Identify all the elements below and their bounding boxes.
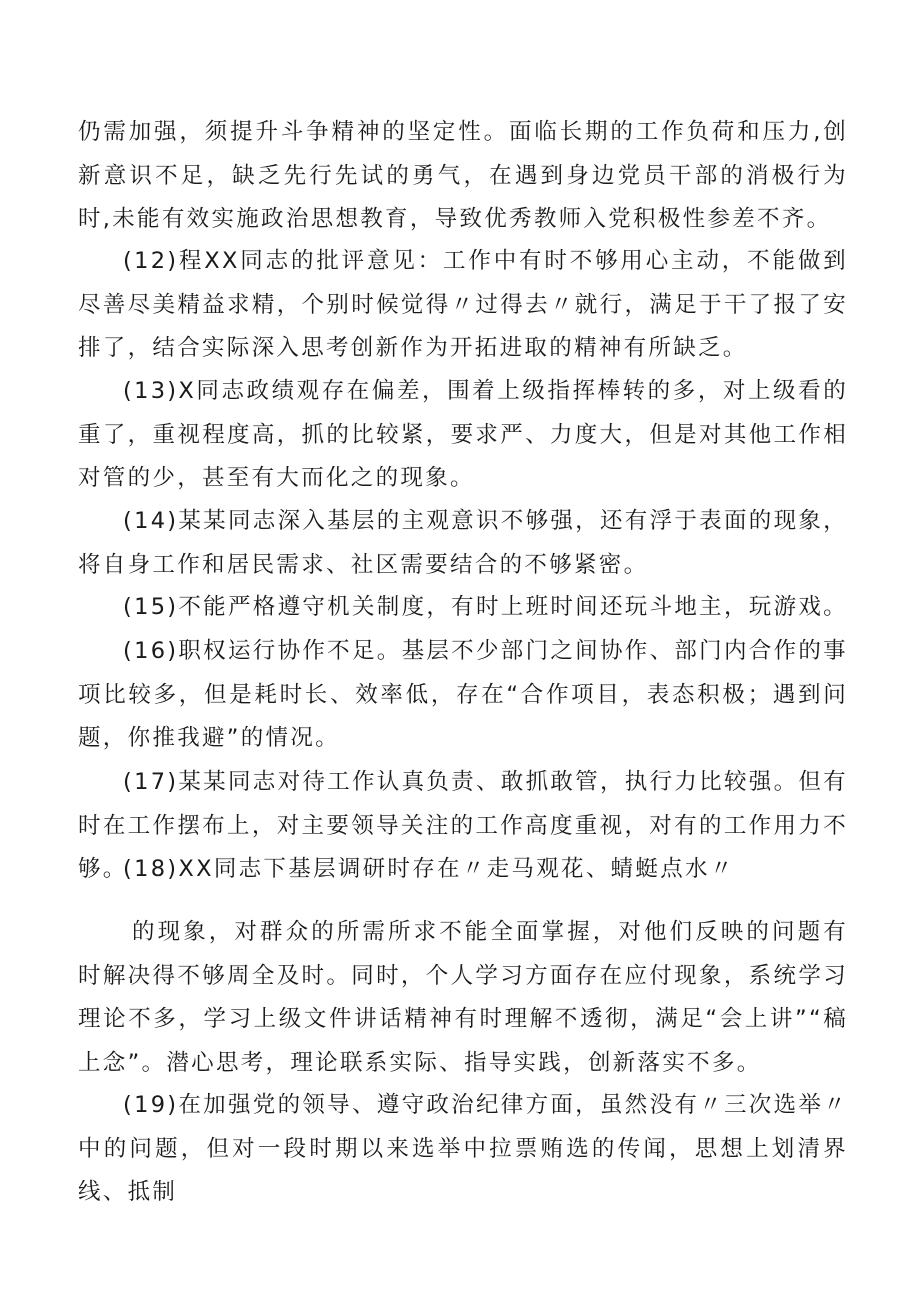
paragraph-item-12: (12)程XX同志的批评意见：工作中有时不够用心主动，不能做到尽善尽美精益求精，个别时候觉得〃过得去〃就行，满足于干了报了安排了，结合实际深入思考创新作为开拓进取的精神有所缺乏。 <box>78 248 848 361</box>
paragraph-item-18: (18)XX同志下基层调研时存在〃走马观花、蜻蜓点水〃 <box>123 856 735 882</box>
paragraph-item-16: (16)职权运行协作不足。基层不少部门之间协作、部门内合作的事项比较多，但是耗时长、效率低，存在“合作项目，表态积极；遇到问题，你推我避”的情况。 <box>78 638 848 751</box>
paragraph-item-14: (14)某某同志深入基层的主观意识不够强，还有浮于表面的现象，将自身工作和居民需求、社区需要结合的不够紧密。 <box>78 508 848 578</box>
paragraph-item-15: (15)不能严格遵守机关制度，有时上班时间还玩斗地主，玩游戏。 <box>123 594 848 620</box>
paragraph-item-19: (19)在加强党的领导、遵守政治纪律方面，虽然没有〃三次选举〃中的问题，但对一段时期以来选举中拉票贿选的传闻，思想上划清界线、抵制 <box>78 1092 848 1205</box>
paragraph-item-18-continued: 的现象，对群众的所需所求不能全面掌握，对他们反映的问题有时解决得不够周全及时。同时，个人学习方面存在应付现象，系统学习理论不多，学习上级文件讲话精神有时理解不透彻，满足“会上讲”“稿上念”。潜心思考，理论联系实际、指导实践，创新落实不多。 <box>78 919 848 1076</box>
paragraph-item-17: (17)某某同志对待工作认真负责、敢抓敢管，执行力比较强。但有时在工作摆布上，对主要领导关注的工作高度重视，对有的工作用力不够。 <box>78 769 848 882</box>
paragraph-continuation: 仍需加强，须提升斗争精神的坚定性。面临长期的工作负荷和压力,创新意识不足，缺乏先行先试的勇气，在遇到身边党员干部的消极行为时,未能有效实施政治思想教育，导致优秀教师入党积极性参差不齐。 <box>78 119 848 232</box>
paragraph-item-13: (13)X同志政绩观存在偏差，围着上级指挥棒转的多，对上级看的重了，重视程度高，抓的比较紧，要求严、力度大，但是对其他工作相对管的少，甚至有大而化之的现象。 <box>78 378 848 491</box>
